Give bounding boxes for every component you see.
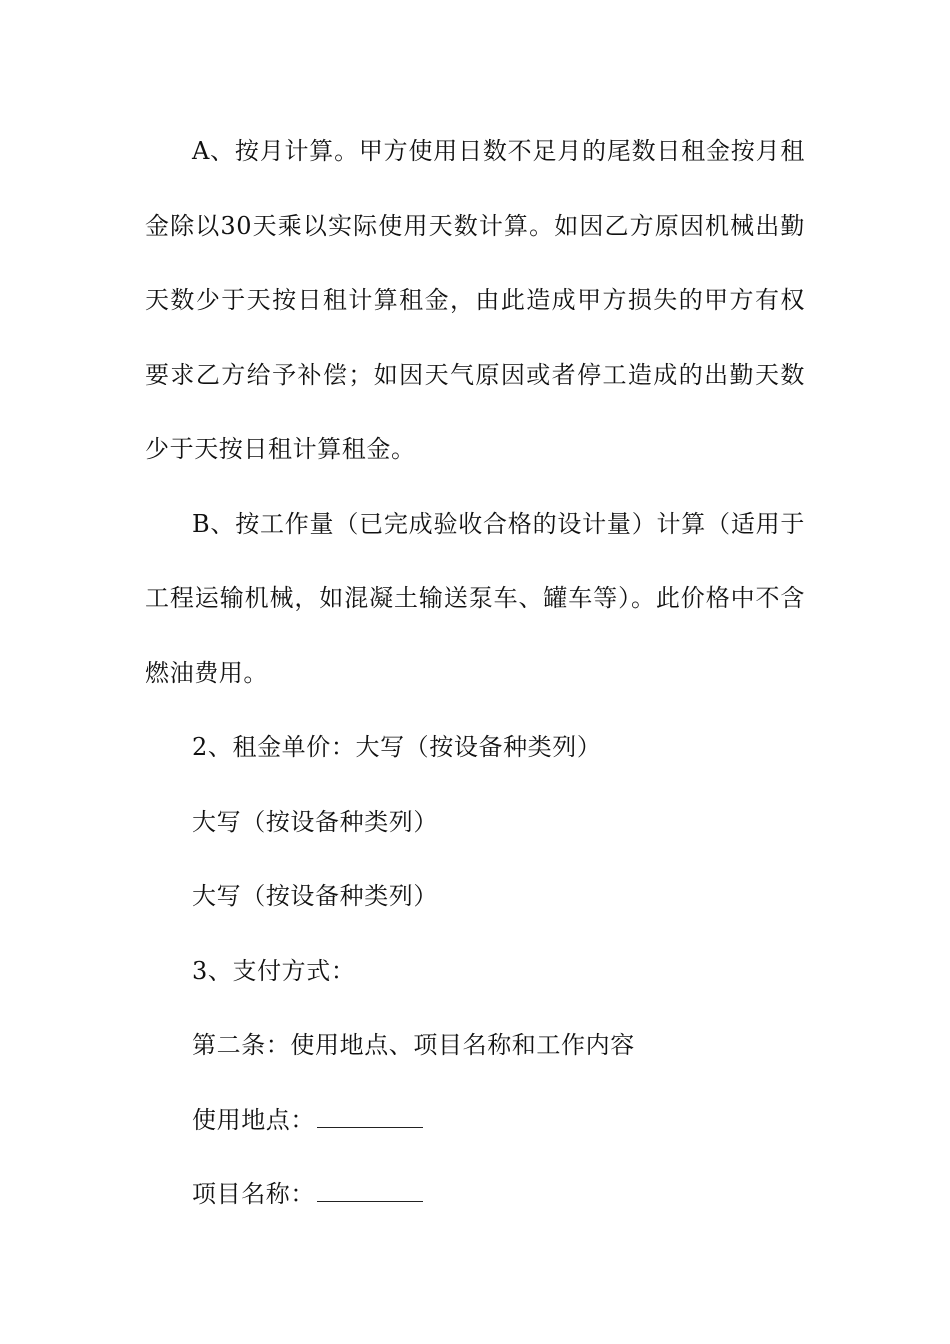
location-blank-line[interactable] — [317, 1107, 423, 1128]
rent-uppercase-line-1: 大写（按设备种类列） — [192, 807, 438, 836]
location-field — [145, 1083, 805, 1158]
clause-2-rent-unit-price: 2、租金单价：大写（按设备种类列） — [192, 733, 602, 761]
clause-a-monthly-calculation: A、按月计算。甲方使用日数不足月的尾数日租金按月租金除以30天乘以实际使用天数计算。如因乙方原因机械出勤天数少于天按日租计算租金，由此造成甲方损失的甲方有权要求乙方给予补偿；如因天气原因或者停工造成的出勤天数少于天按日租计算租金。 — [145, 137, 805, 463]
clause-b-workload-calculation: B、按工作量（已完成验收合格的设计量）计算（适用于工程运输机械，如混凝土输送泵车、罐车等）。此价格中不含燃油费用。 — [145, 509, 805, 687]
rent-uppercase-line-2: 大写（按设备种类列） — [192, 882, 438, 910]
document-page — [145, 114, 805, 1232]
project-label: 项目名称： — [192, 1180, 315, 1208]
project-field — [145, 1157, 805, 1232]
project-blank-line[interactable] — [317, 1181, 423, 1202]
clause-3-payment-method: 3、支付方式： — [192, 956, 356, 985]
article-2-heading: 第二条：使用地点、项目名称和工作内容 — [192, 1031, 635, 1059]
location-label: 使用地点： — [192, 1105, 315, 1134]
